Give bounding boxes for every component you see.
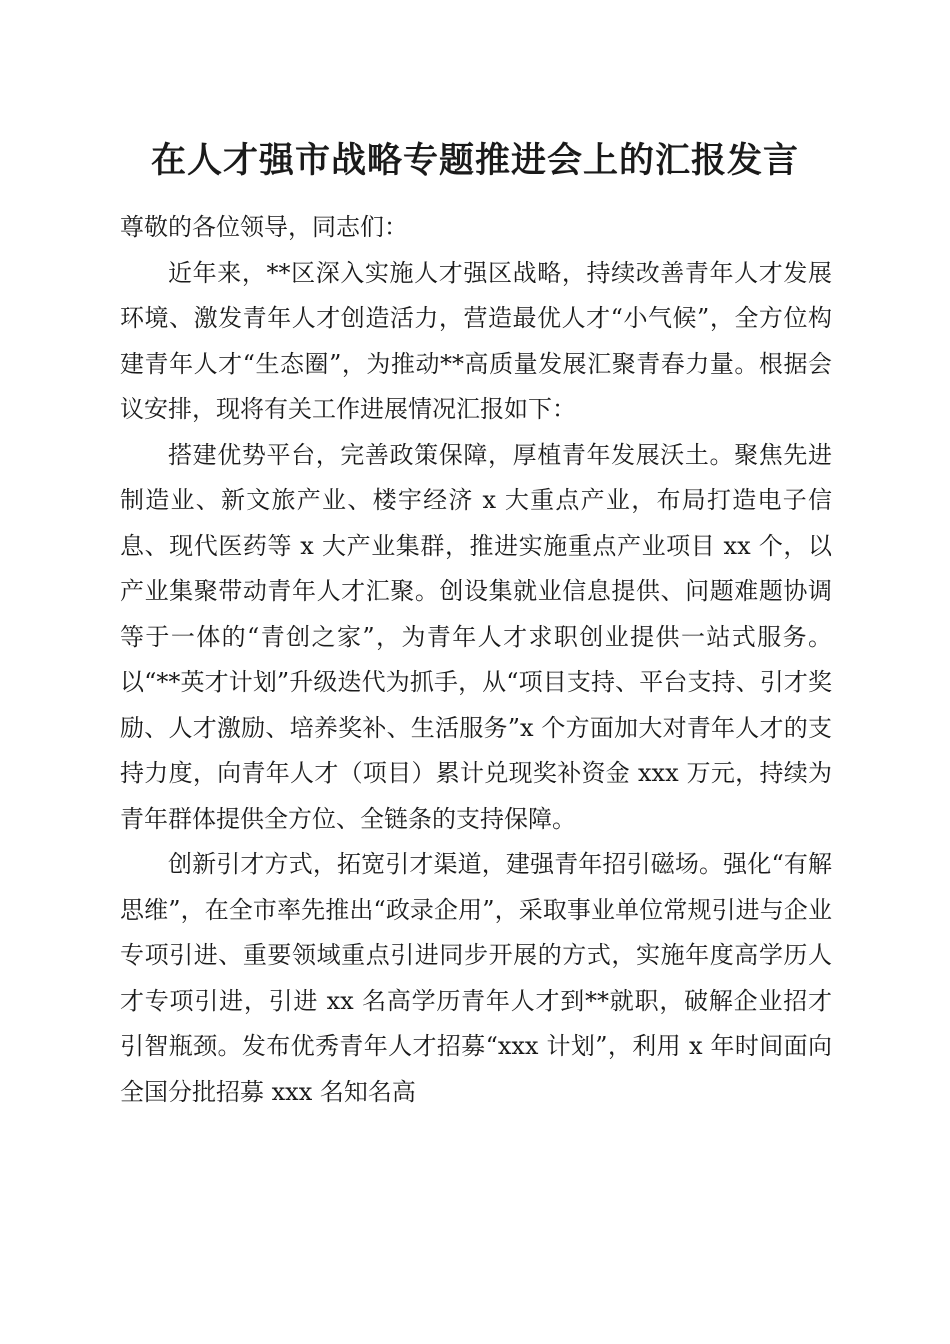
paragraph-recruitment: 创新引才方式，拓宽引才渠道，建强青年招引磁场。强化“有解思维”，在全市率先推出“政录企用”，采取事业单位常规引进与企业专项引进、重要领域重点引进同步开展的方式，实施年度高学历人才专项引进，引进 xx 名高学历青年人才到**就职，破解企业招才引智瓶颈。发布优秀青年人才招募“xxx 计划”，利用 x 年时间面向全国分批招募 xxx 名知名高 (120, 850, 832, 1106)
salutation: 尊敬的各位领导，同志们： (120, 213, 408, 241)
paragraph-intro: 近年来，**区深入实施人才强区战略，持续改善青年人才发展环境、激发青年人才创造活力，营造最优人才“小气候”，全方位构建青年人才“生态圈”，为推动**高质量发展汇聚青春力量。根据会议安排，现将有关工作进展情况汇报如下： (120, 258, 832, 423)
document-body (120, 205, 832, 1115)
document-title: 在人才强市战略专题推进会上的汇报发言 (150, 140, 799, 181)
paragraph-platform: 搭建优势平台，完善政策保障，厚植青年发展沃土。聚焦先进制造业、新文旅产业、楼宇经济 x 大重点产业，布局打造电子信息、现代医药等 x 大产业集群，推进实施重点产业项目 xx 个，以产业集聚带动青年人才汇聚。创设集就业信息提供、问题难题协调等于一体的“青创之家”，为青年人才求职创业提供一站式服务。以“**英才计划”升级迭代为抓手，从“项目支持、平台支持、引才奖励、人才激励、培养奖补、生活服务”x 个方面加大对青年人才的支持力度，向青年人才（项目）累计兑现奖补资金 xxx 万元，持续为青年群体提供全方位、全链条的支持保障。 (120, 440, 832, 833)
